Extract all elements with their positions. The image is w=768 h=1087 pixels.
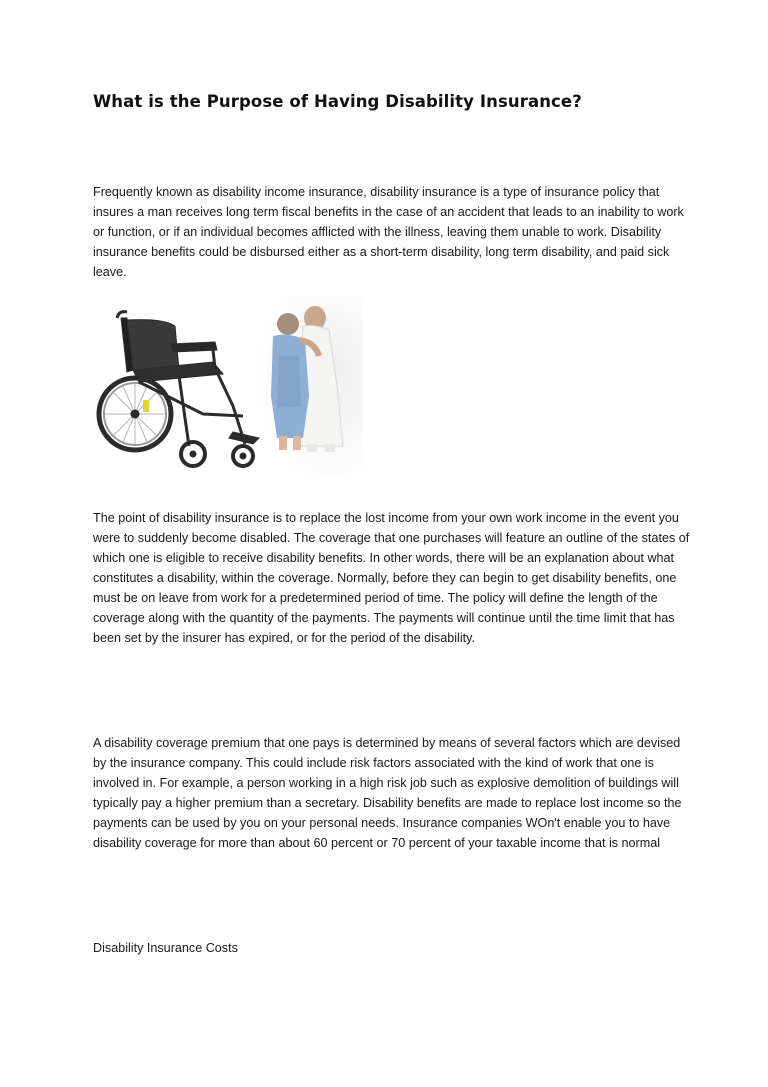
wheelchair-photo: [93, 296, 363, 476]
document-title: What is the Purpose of Having Disability Insurance?: [93, 92, 582, 111]
paragraph-purpose: The point of disability insurance is to replace the lost income from your own work income in the event you were to suddenly become disabled. The coverage that one purchases will feature an outline of the states of which one is eligible to receive disability benefits. In other words, there will be an explanation about what constitutes a disability, within the coverage. Normally, before they can begin to get disability benefits, one must be on leave from work for a predetermined period of time. The policy will define the length of the coverage along with the quantity of the payments. The payments will continue until the time limit that has been set by the insurer has expired, or for the period of the disability.: [93, 511, 690, 645]
section-heading-costs: Disability Insurance Costs: [93, 941, 238, 955]
paragraph-premium: A disability coverage premium that one pays is determined by means of several factors which are devised by the insurance company. This could include risk factors associated with the kind of work that one is involved in. For example, a person working in a high risk job such as explosive demolition of buildings will typically pay a higher premium than a secretary. Disability benefits are made to replace lost income so the payments can be used by you on your personal needs. Insurance companies WOn't enable you to have disability coverage for more than about 60 percent or 70 percent of your taxable income that is normal: [93, 736, 682, 850]
paragraph-intro: Frequently known as disability income insurance, disability insurance is a type of insurance policy that insures a man receives long term fiscal benefits in the case of an accident that leads to an inability to work or function, or if an individual becomes afflicted with the illness, leaving them unable to work. Disability insurance benefits could be disbursed either as a short-term disability, long term disability, and paid sick leave.: [93, 185, 684, 279]
wheelchair-illustration: [93, 296, 363, 476]
